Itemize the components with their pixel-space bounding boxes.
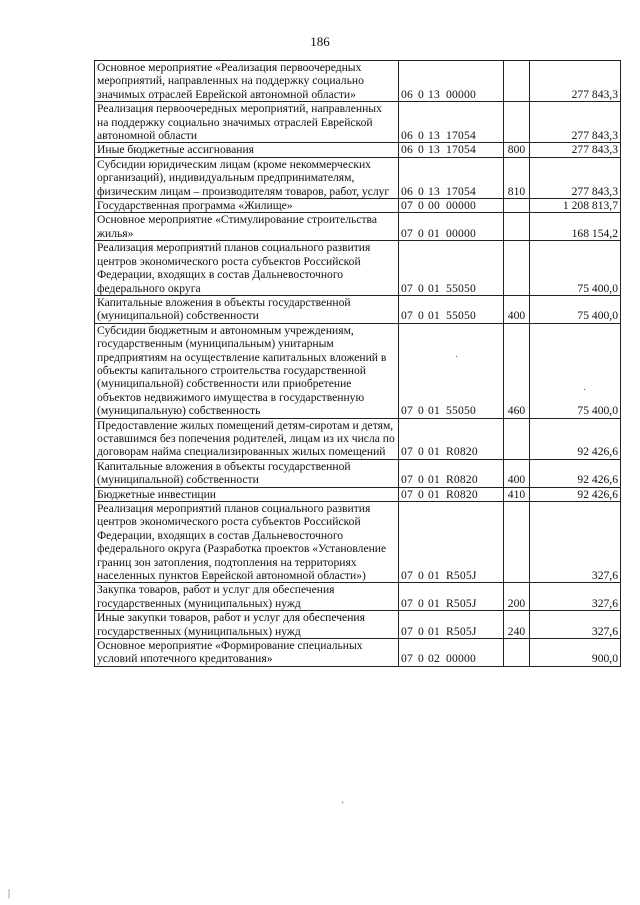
row-expense-type: 400 [504,295,530,323]
row-name: Реализация мероприятий планов социального развития центров экономического роста субъектов Российской Федерации, входящих в состав Дальневосточного федерального округа [95,241,399,296]
row-expense-type [504,61,530,102]
code-part: 07 [401,309,413,323]
row-code [399,323,504,418]
scan-dot: · [583,385,587,396]
code-part: 0 [418,404,424,418]
code-part: 07 [401,652,413,666]
row-code [399,213,504,241]
table-row [95,61,621,102]
row-sum: 327,6 [530,583,621,611]
code-part: 07 [401,199,413,213]
code-part: R505J [446,624,477,638]
code-part: 00000 [446,87,476,101]
code-part: 01 [428,445,440,459]
row-sum: 900,0 [530,639,621,667]
row-expense-type: 460 [504,323,530,418]
code-part: 0 [418,652,424,666]
row-name: Капитальные вложения в объекты государственной (муниципальной) собственности [95,295,399,323]
code-part: 07 [401,445,413,459]
code-part: 07 [401,281,413,295]
code-part: 55050 [446,281,476,295]
code-part: 0 [418,309,424,323]
row-name: Основное мероприятие «Реализация первоочередных мероприятий, направленных на поддержку социально значимых отраслей Еврейской автономной области» [95,61,399,102]
code-part: 0 [418,473,424,487]
code-part: 00000 [446,199,476,213]
table-row [95,143,621,157]
row-code [399,157,504,198]
row-name: Реализация первоочередных мероприятий, направленных на поддержку социально значимых отраслей Еврейской автономной области [95,102,399,143]
table-row [95,502,621,583]
table-row [95,459,621,487]
row-expense-type [504,102,530,143]
code-part: 07 [401,473,413,487]
code-part: 13 [428,143,440,157]
code-part: 13 [428,184,440,198]
scan-mark: | [8,888,11,899]
code-part: R0820 [446,445,478,459]
row-sum: 92 426,6 [530,459,621,487]
row-code [399,459,504,487]
code-part: 0 [418,226,424,240]
table-row [95,323,621,418]
code-part: 0 [418,596,424,610]
row-expense-type: 410 [504,487,530,501]
row-sum: 92 426,6 [530,418,621,459]
row-name: Закупка товаров, работ и услуг для обеспечения государственных (муниципальных) нужд [95,583,399,611]
code-part: 00 [428,199,440,213]
table-row [95,213,621,241]
row-expense-type [504,213,530,241]
code-part: 01 [428,281,440,295]
row-expense-type: 800 [504,143,530,157]
code-part: 07 [401,569,413,583]
code-part: 06 [401,143,413,157]
row-name: Основное мероприятие «Формирование специальных условий ипотечного кредитования» [95,639,399,667]
row-code [399,487,504,501]
row-name: Государственная программа «Жилище» [95,199,399,213]
table-row [95,102,621,143]
scan-dot: · [341,798,345,809]
code-part: 17054 [446,184,476,198]
code-part: 01 [428,624,440,638]
row-sum: 92 426,6 [530,487,621,501]
code-part: 00000 [446,652,476,666]
table-row [95,241,621,296]
code-part: R505J [446,596,477,610]
code-part: 55050 [446,309,476,323]
row-sum: 327,6 [530,502,621,583]
row-name: Предоставление жилых помещений детям-сиротам и детям, оставшимся без попечения родителей, лицам из их числа по договорам найма специализированных жилых помещений [95,418,399,459]
row-name: Иные закупки товаров, работ и услуг для обеспечения государственных (муниципальных) нужд [95,611,399,639]
row-sum: 1 208 813,7 [530,199,621,213]
row-sum: 75 400,0 [530,295,621,323]
code-part: 0 [418,199,424,213]
row-sum: 277 843,3 [530,157,621,198]
code-part: 01 [428,404,440,418]
code-part: 01 [428,487,440,501]
row-code [399,102,504,143]
code-part: 01 [428,473,440,487]
code-part: 07 [401,404,413,418]
code-part: 07 [401,596,413,610]
code-part: 00000 [446,226,476,240]
code-part: 0 [418,569,424,583]
row-code [399,502,504,583]
budget-table [94,60,621,667]
row-expense-type [504,241,530,296]
scan-dot: · [455,352,459,363]
row-code [399,611,504,639]
code-part: 13 [428,87,440,101]
row-expense-type: 240 [504,611,530,639]
row-code [399,61,504,102]
code-part: 0 [418,487,424,501]
row-name: Капитальные вложения в объекты государственной (муниципальной) собственности [95,459,399,487]
code-part: 0 [418,184,424,198]
code-part: 01 [428,596,440,610]
code-part: 07 [401,226,413,240]
row-code [399,241,504,296]
row-name: Бюджетные инвестиции [95,487,399,501]
row-expense-type [504,639,530,667]
table-row [95,418,621,459]
code-part: 17054 [446,129,476,143]
table-row [95,487,621,501]
row-expense-type [504,418,530,459]
code-part: 06 [401,184,413,198]
row-expense-type: 200 [504,583,530,611]
code-part: 02 [428,652,440,666]
code-part: 13 [428,129,440,143]
row-name: Субсидии бюджетным и автономным учреждениям, государственным (муниципальным) унитарным предприятиям на осуществление капитальных вложений в объекты капитального строительства государственной (муниципальной) собственности или приобретение объектов недвижимого имущества в государственную (муниципальную) собственность [95,323,399,418]
row-name: Субсидии юридическим лицам (кроме некоммерческих организаций), индивидуальным предпринимателям, физическим лицам – производителям товаров, работ, услуг [95,157,399,198]
code-part: 0 [418,281,424,295]
code-part: 01 [428,226,440,240]
row-expense-type [504,502,530,583]
row-sum: 75 400,0 [530,323,621,418]
code-part: 06 [401,87,413,101]
row-code [399,295,504,323]
code-part: 0 [418,129,424,143]
row-sum: 168 154,2 [530,213,621,241]
row-name: Реализация мероприятий планов социального развития центров экономического роста субъектов Российской Федерации, входящих в состав Дальневосточного федерального округа (Разработка проектов «Установление границ зон затопления, подтопления на территориях населенных пунктов Еврейской автономной области») [95,502,399,583]
row-sum: 75 400,0 [530,241,621,296]
row-name: Основное мероприятие «Стимулирование строительства жилья» [95,213,399,241]
code-part: R505J [446,569,477,583]
table-row [95,611,621,639]
row-expense-type [504,199,530,213]
table-row [95,157,621,198]
row-expense-type: 810 [504,157,530,198]
page-number: 186 [310,34,330,49]
row-sum: 277 843,3 [530,143,621,157]
code-part: 17054 [446,143,476,157]
row-sum: 277 843,3 [530,102,621,143]
code-part: 55050 [446,404,476,418]
code-part: 07 [401,624,413,638]
row-code [399,199,504,213]
code-part: R0820 [446,487,478,501]
code-part: 01 [428,569,440,583]
table-row [95,583,621,611]
row-code [399,143,504,157]
code-part: 07 [401,487,413,501]
code-part: 0 [418,143,424,157]
row-code [399,639,504,667]
code-part: 01 [428,309,440,323]
row-sum: 277 843,3 [530,61,621,102]
row-name: Иные бюджетные ассигнования [95,143,399,157]
row-code [399,418,504,459]
code-part: 0 [418,87,424,101]
row-code [399,583,504,611]
table-row [95,199,621,213]
table-row [95,639,621,667]
code-part: 0 [418,445,424,459]
code-part: R0820 [446,473,478,487]
table-row [95,295,621,323]
code-part: 06 [401,129,413,143]
code-part: 0 [418,624,424,638]
row-sum: 327,6 [530,611,621,639]
row-expense-type: 400 [504,459,530,487]
